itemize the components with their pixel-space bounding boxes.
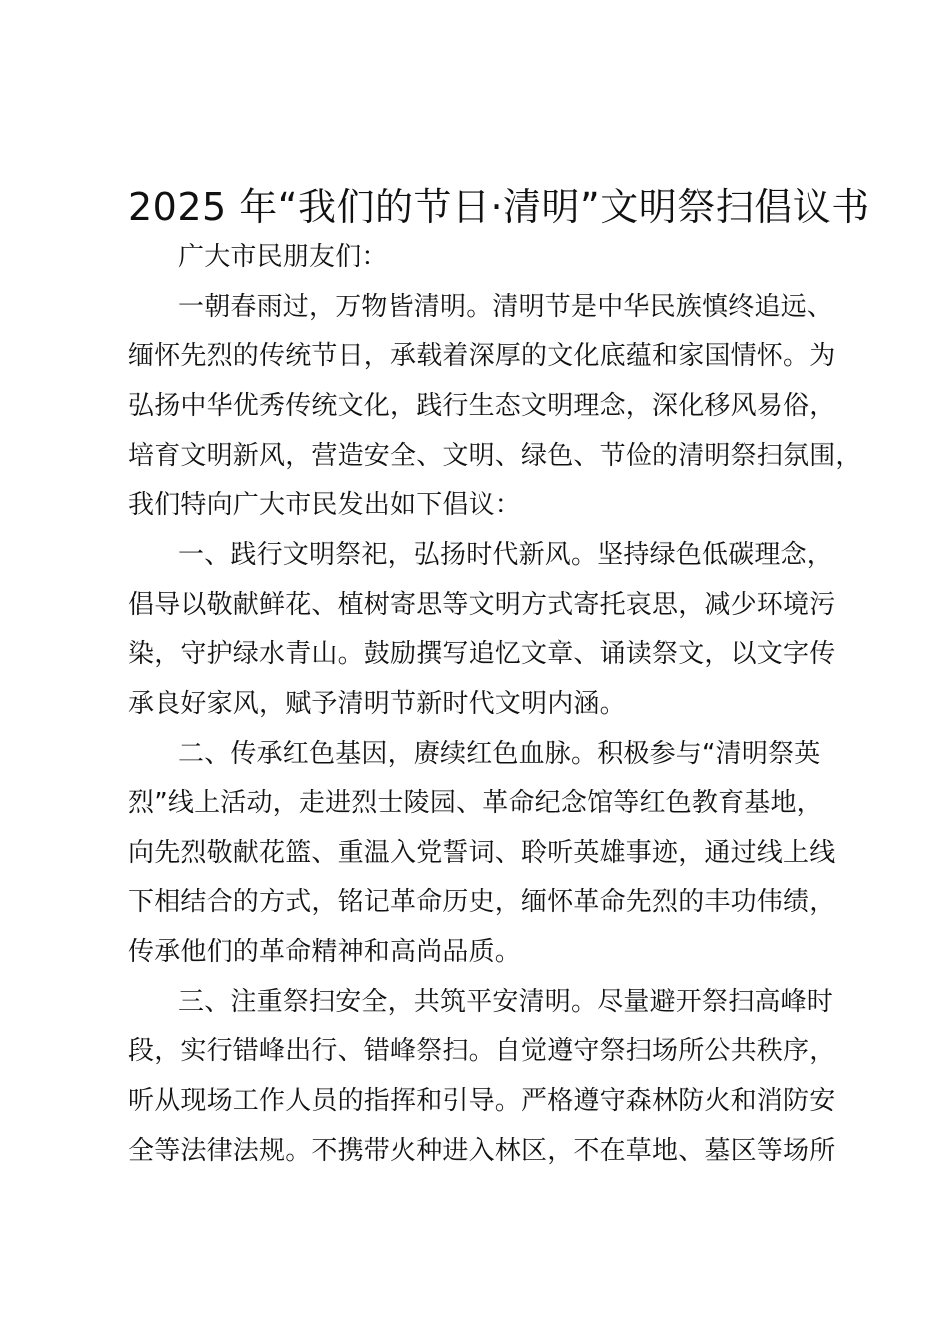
paragraph-line: 缅怀先烈的传统节日，承载着深厚的文化底蕴和家国情怀。为 [128,341,836,371]
paragraph-line: 染，守护绿水青山。鼓励撰写追忆文章、诵读祭文，以文字传 [128,639,836,669]
paragraph-line: 听从现场工作人员的指挥和引导。严格遵守森林防火和消防安 [128,1086,836,1116]
paragraph-line: 烈”线上活动，走进烈士陵园、革命纪念馆等红色教育基地， [128,788,823,818]
paragraph-line: 一、践行文明祭祀，弘扬时代新风。坚持绿色低碳理念， [178,540,834,570]
paragraph-line: 培育文明新风，营造安全、文明、绿色、节俭的清明祭扫氛围， [128,441,862,471]
paragraph-line: 承良好家风，赋予清明节新时代文明内涵。 [128,689,626,719]
paragraph-line: 三、注重祭扫安全，共筑平安清明。尽量避开祭扫高峰时 [178,987,834,1017]
paragraph-line: 段，实行错峰出行、错峰祭扫。自觉遵守祭扫场所公共秩序， [128,1036,836,1066]
paragraph-line: 弘扬中华优秀传统文化，践行生态文明理念，深化移风易俗， [128,391,836,421]
paragraph-line: 二、传承红色基因，赓续红色血脉。积极参与“清明祭英 [178,739,821,769]
paragraph-line: 向先烈敬献花篮、重温入党誓词、聆听英雄事迹，通过线上线 [128,838,836,868]
paragraph-line: 下相结合的方式，铭记革命历史，缅怀革命先烈的丰功伟绩， [128,887,836,917]
paragraph-line: 我们特向广大市民发出如下倡议： [128,490,522,520]
salutation: 广大市民朋友们： [178,242,388,272]
paragraph-line: 传承他们的革命精神和高尚品质。 [128,937,522,967]
paragraph-line: 全等法律法规。不携带火种进入林区，不在草地、墓区等场所 [128,1136,836,1166]
paragraph-line: 一朝春雨过，万物皆清明。清明节是中华民族慎终追远、 [178,292,834,322]
document-title: 2025 年“我们的节日·清明”文明祭扫倡议书 [128,185,870,229]
paragraph-line: 倡导以敬献鲜花、植树寄思等文明方式寄托哀思，减少环境污 [128,590,836,620]
